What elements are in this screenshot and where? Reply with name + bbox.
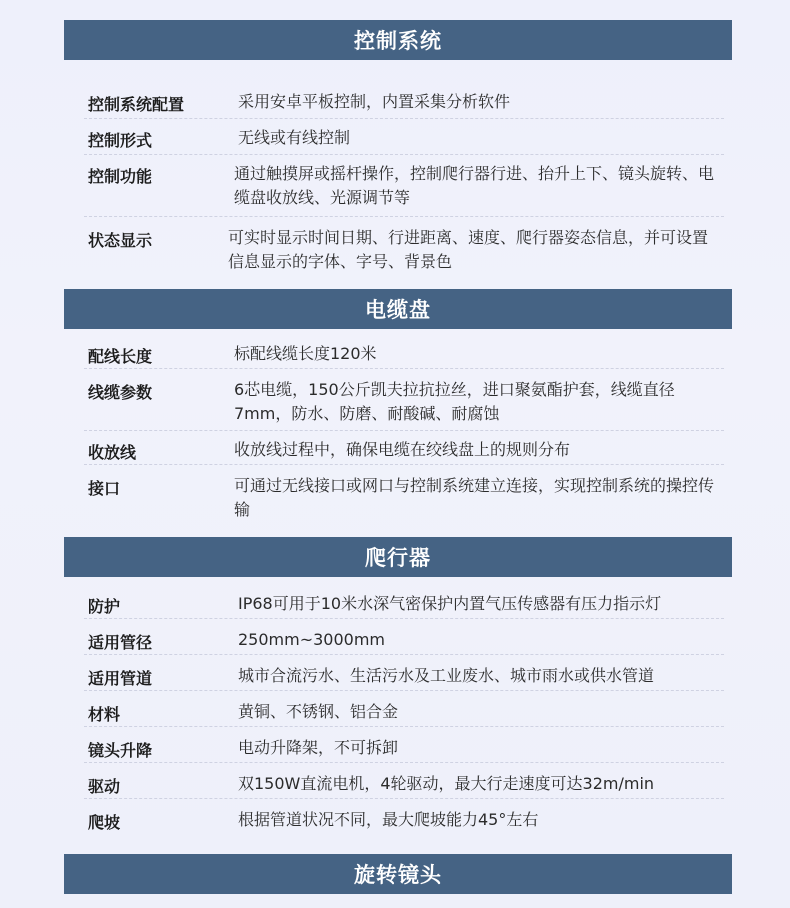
section-header-rotating-lens xyxy=(64,854,732,894)
row-value: 可实时显示时间日期、行进距离、速度、爬行器姿态信息，并可设置信息显示的字体、字号、背景色 xyxy=(228,228,709,271)
table-row xyxy=(84,88,724,119)
row-label: 适用管道 xyxy=(88,669,153,688)
section-title: 爬行器 xyxy=(365,546,431,570)
row-value: 可通过无线接口或网口与控制系统建立连接，实现控制系统的操控传输 xyxy=(234,476,715,519)
table-row xyxy=(84,340,724,369)
row-value: 收放线过程中，确保电缆在绞线盘上的规则分布 xyxy=(234,440,571,459)
section-title: 电缆盘 xyxy=(365,298,431,322)
row-label: 驱动 xyxy=(88,777,121,796)
table-row xyxy=(84,160,724,217)
table-row xyxy=(84,806,724,834)
table-row xyxy=(84,376,724,431)
table-row xyxy=(84,626,724,655)
row-label: 接口 xyxy=(88,479,121,498)
table-row xyxy=(84,224,724,280)
row-value: 通过触摸屏或摇杆操作，控制爬行器行进、抬升上下、镜头旋转、电缆盘收放线、光源调节等 xyxy=(234,164,715,207)
section-header-control-system xyxy=(64,20,732,60)
row-label: 材料 xyxy=(88,705,121,724)
row-value: 采用安卓平板控制，内置采集分析软件 xyxy=(238,92,511,111)
row-label: 控制系统配置 xyxy=(88,95,185,114)
row-value: 根据管道状况不同，最大爬坡能力45°左右 xyxy=(238,810,539,829)
row-value: 250mm~3000mm xyxy=(238,630,386,649)
section-header-crawler xyxy=(64,537,732,577)
row-value: 标配线缆长度120米 xyxy=(234,344,377,363)
section-title: 旋转镜头 xyxy=(354,863,442,887)
table-row xyxy=(84,436,724,465)
table-row xyxy=(84,734,724,763)
row-label: 配线长度 xyxy=(88,347,153,366)
row-value: IP68可用于10米水深气密保护内置气压传感器有压力指示灯 xyxy=(238,594,662,613)
table-row xyxy=(84,124,724,155)
row-label: 控制功能 xyxy=(88,167,153,186)
row-label: 镜头升降 xyxy=(88,741,153,760)
row-value: 黄铜、不锈钢、铝合金 xyxy=(238,702,399,721)
table-row xyxy=(84,662,724,691)
row-value: 无线或有线控制 xyxy=(238,128,351,147)
row-value: 城市合流污水、生活污水及工业废水、城市雨水或供水管道 xyxy=(238,666,655,685)
row-label: 防护 xyxy=(88,597,121,616)
table-row xyxy=(84,698,724,727)
row-label: 线缆参数 xyxy=(88,383,153,402)
row-label: 适用管径 xyxy=(88,633,153,652)
row-label: 状态显示 xyxy=(88,231,153,250)
table-row xyxy=(84,472,724,528)
table-row xyxy=(84,770,724,799)
row-value: 双150W直流电机，4轮驱动，最大行走速度可达32m/min xyxy=(238,774,655,793)
row-value: 6芯电缆，150公斤凯夫拉抗拉丝，进口聚氨酯护套，线缆直径7mm，防水、防磨、耐酸碱、耐腐蚀 xyxy=(234,380,675,423)
section-title: 控制系统 xyxy=(354,29,442,53)
row-value: 电动升降架，不可拆卸 xyxy=(238,738,399,757)
row-label: 控制形式 xyxy=(88,131,153,150)
section-header-cable-reel xyxy=(64,289,732,329)
row-label: 爬坡 xyxy=(88,813,121,832)
table-row xyxy=(84,590,724,619)
row-label: 收放线 xyxy=(88,443,137,462)
